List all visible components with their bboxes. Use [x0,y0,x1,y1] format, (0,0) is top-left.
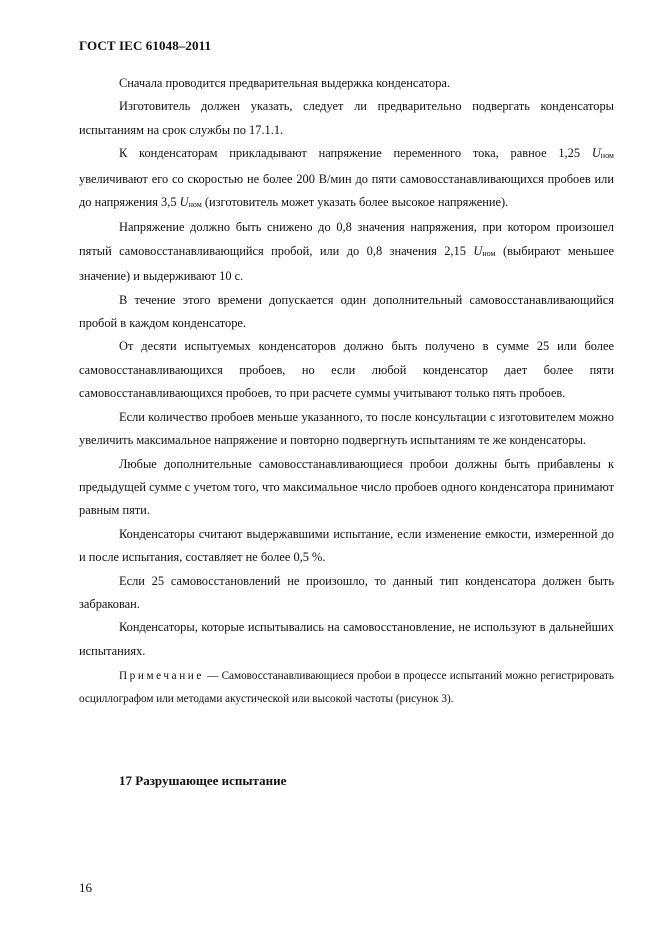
voltage-subscript: ном [482,248,496,258]
voltage-subscript: ном [600,151,614,161]
paragraph: Если 25 самовосстановлений не произошло, то данный тип конденсатора должен быть забракован. [79,573,614,611]
paragraph: Конденсаторы, которые испытывались на самовосстановление, не используют в дальнейших испытаниях. [79,620,614,658]
paragraph: Если количество пробоев меньше указанного, то после консультации с изготовителем можно увеличить максимальное напряжение и повторно подвергнуть испытаниям те же конденсаторы. [79,409,614,448]
paragraph: Сначала проводится предварительная выдержка конденсатора. [119,76,450,90]
voltage-subscript: ном [188,200,202,210]
voltage-symbol: U [591,146,601,161]
paragraph-voltage-rate [79,142,614,216]
document-header: ГОСТ IEC 61048–2011 [79,38,212,53]
paragraph: От десяти испытуемых конденсаторов должно быть получено в сумме 25 или более самовосстанавливающихся пробоев, но если любой конденсатор дает более пяти самовосстанавливающихся пробоев, то при расчете суммы учитывают только пять пробоев. [79,339,614,401]
text-run: К конденсаторам прикладывают напряжение переменного тока, равное 1,25 [119,146,592,161]
note-text: — Самовосстанавливающиеся пробои в процессе испытаний можно регистрировать осциллографом или методами акустической или высокой частоты (рисунок 3). [79,670,614,706]
note [79,665,614,711]
text-run: Напряжение должно быть снижено до 0,8 значения напряжения, при котором произошел пятый самовосстанавливающийся пробой, или до 0,8 значения 2,15 [79,220,614,258]
paragraph: Любые дополнительные самовосстанавливающиеся пробои должны быть прибавлены к предыдущей сумме с учетом того, что максимальное число пробоев одного конденсатора принимают равным пяти. [79,456,614,518]
voltage-symbol: U [179,195,189,210]
page-number: 16 [79,880,92,895]
text-run: (выбирают меньшее значение) и выдерживают 10 с. [79,243,614,284]
note-label: Примечание [119,670,204,683]
paragraph: Конденсаторы считают выдержавшими испытание, если изменение емкости, измеренной до и после испытания, составляет не более 0,5 %. [79,526,614,565]
paragraph-voltage-reduction [79,216,614,288]
text-run: (изготовитель может указать более высокое напряжение). [201,195,509,210]
text-run: увеличивают его со скоростью не более 200 В/мин до пяти самовосстанавливающихся пробоев или до напряжения 3,5 [79,171,614,210]
paragraph: В течение этого времени допускается один дополнительный самовосстанавливающийся пробой в каждом конденсаторе. [79,292,614,331]
section-heading: 17 Разрушающее испытание [119,773,287,788]
voltage-symbol: U [473,243,483,258]
paragraph: Изготовитель должен указать, следует ли предварительно подвергать конденсаторы испытаниям на срок службы по 17.1.1. [79,99,614,137]
document-body [79,72,614,711]
